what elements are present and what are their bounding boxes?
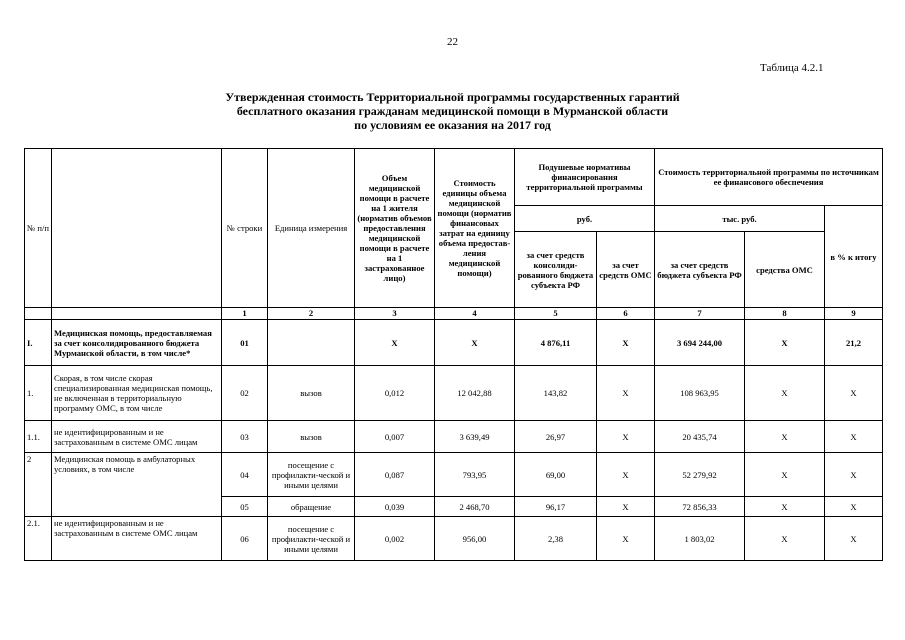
cell-name: не идентифицированным и не застрахованным в системе ОМС лицам <box>52 517 222 561</box>
cell-row: 01 <box>222 320 268 366</box>
cell-budget-thousand-rub: 3 694 244,00 <box>655 320 745 366</box>
column-number <box>52 308 222 320</box>
cell-percent: X <box>825 517 883 561</box>
column-number <box>25 308 52 320</box>
cell-percent: 21,2 <box>825 320 883 366</box>
cell-budget-thousand-rub: 72 856,33 <box>655 497 745 517</box>
cell-volume: 0,002 <box>355 517 435 561</box>
cell-cost: 793,95 <box>435 453 515 497</box>
header-unit: Единица измерения <box>268 149 355 308</box>
cell-unit: посещение с профилакти-ческой и иными целями <box>268 517 355 561</box>
header-name <box>52 149 222 308</box>
column-number: 6 <box>597 308 655 320</box>
header-row-number: № строки <box>222 149 268 308</box>
header-budget-thousand-rub: за счет средств бюджета субъекта РФ <box>655 232 745 308</box>
table-row <box>25 421 883 453</box>
title-line: бесплатного оказания гражданам медицинской помощи в Мурманской области <box>236 104 669 118</box>
table-row <box>25 453 883 497</box>
cell-oms-thousand-rub: X <box>745 453 825 497</box>
title-line: Утвержденная стоимость Территориальной программы государственных гарантий <box>225 90 680 104</box>
cell-unit <box>268 320 355 366</box>
cell-name: Медицинская помощь, предоставляемая за счет консолидированного бюджета Мурманской области, в том числе* <box>52 320 222 366</box>
header-budget-rub: за счет средств консолиди-рованного бюджета субъекта РФ <box>515 232 597 308</box>
cell-oms-thousand-rub: X <box>745 421 825 453</box>
column-number: 7 <box>655 308 745 320</box>
cell-oms-thousand-rub: X <box>745 497 825 517</box>
cell-unit: вызов <box>268 366 355 421</box>
cell-no: I. <box>25 320 52 366</box>
header-rub: руб. <box>515 206 655 232</box>
cell-unit: посещение с профилакти-ческой и иными целями <box>268 453 355 497</box>
cell-budget-rub: 4 876,11 <box>515 320 597 366</box>
header-unit-cost: Стоимость единицы объема медицинской помощи (норматив финансовых затрат на единицу объема предостав-ления медицинской помощи) <box>435 149 515 308</box>
cell-name: Медицинская помощь в амбулаторных условиях, в том числе <box>52 453 222 517</box>
cell-cost: 12 042,88 <box>435 366 515 421</box>
cell-no: 1. <box>25 366 52 421</box>
cell-budget-thousand-rub: 52 279,92 <box>655 453 745 497</box>
table-caption: Таблица 4.2.1 <box>760 62 824 74</box>
cell-budget-thousand-rub: 20 435,74 <box>655 421 745 453</box>
cell-row: 02 <box>222 366 268 421</box>
cell-cost: 956,00 <box>435 517 515 561</box>
cell-budget-thousand-rub: 1 803,02 <box>655 517 745 561</box>
header-oms-rub: за счет средств ОМС <box>597 232 655 308</box>
cell-oms-rub: X <box>597 320 655 366</box>
cell-percent: X <box>825 453 883 497</box>
column-number: 8 <box>745 308 825 320</box>
cell-budget-rub: 26,97 <box>515 421 597 453</box>
title-line: по условиям ее оказания на 2017 год <box>354 118 551 132</box>
cell-percent: X <box>825 366 883 421</box>
column-number: 3 <box>355 308 435 320</box>
document-title <box>150 90 755 132</box>
header-program-cost: Стоимость территориальной программы по источникам ее финансового обеспечения <box>655 149 883 206</box>
cell-budget-rub: 69,00 <box>515 453 597 497</box>
header-volume: Объем медицинской помощи в расчете на 1 жителя (норматив объемов предоставления медицинской помощи в расчете на 1 застрахованное лицо) <box>355 149 435 308</box>
cell-volume: X <box>355 320 435 366</box>
cell-oms-thousand-rub: X <box>745 320 825 366</box>
cell-unit: обращение <box>268 497 355 517</box>
header-percent: в % к итогу <box>825 206 883 308</box>
cell-cost: 2 468,70 <box>435 497 515 517</box>
cell-row: 06 <box>222 517 268 561</box>
page-number: 22 <box>447 36 458 48</box>
cell-oms-rub: X <box>597 517 655 561</box>
cell-budget-rub: 143,82 <box>515 366 597 421</box>
cell-oms-rub: X <box>597 421 655 453</box>
column-number: 2 <box>268 308 355 320</box>
cell-percent: X <box>825 497 883 517</box>
cell-oms-rub: X <box>597 497 655 517</box>
cell-oms-rub: X <box>597 366 655 421</box>
cell-name: не идентифицированным и не застрахованным в системе ОМС лицам <box>52 421 222 453</box>
column-number: 4 <box>435 308 515 320</box>
cell-row: 04 <box>222 453 268 497</box>
cell-cost: X <box>435 320 515 366</box>
cell-name: Скорая, в том числе скорая специализированная медицинская помощь, не включенная в территориальную программу ОМС, в том числе <box>52 366 222 421</box>
cell-row: 03 <box>222 421 268 453</box>
column-number: 1 <box>222 308 268 320</box>
cell-volume: 0,012 <box>355 366 435 421</box>
table-row <box>25 366 883 421</box>
cell-budget-thousand-rub: 108 963,95 <box>655 366 745 421</box>
cell-no: 1.1. <box>25 421 52 453</box>
cell-row: 05 <box>222 497 268 517</box>
cell-budget-rub: 2,38 <box>515 517 597 561</box>
table-row <box>25 320 883 366</box>
cell-volume: 0,039 <box>355 497 435 517</box>
cell-no: 2 <box>25 453 52 517</box>
cell-budget-rub: 96,17 <box>515 497 597 517</box>
cell-no: 2.1. <box>25 517 52 561</box>
column-number: 9 <box>825 308 883 320</box>
cell-unit: вызов <box>268 421 355 453</box>
header-thousand-rub: тыс. руб. <box>655 206 825 232</box>
header-oms-thousand-rub: средства ОМС <box>745 232 825 308</box>
cell-volume: 0,087 <box>355 453 435 497</box>
cell-oms-rub: X <box>597 453 655 497</box>
cell-oms-thousand-rub: X <box>745 366 825 421</box>
cell-percent: X <box>825 421 883 453</box>
cell-oms-thousand-rub: X <box>745 517 825 561</box>
table-row <box>25 517 883 561</box>
cost-table <box>24 148 883 561</box>
header-row-no: № п/п <box>25 149 52 308</box>
cell-volume: 0,007 <box>355 421 435 453</box>
column-number: 5 <box>515 308 597 320</box>
header-per-capita: Подушевые нормативы финансирования территориальной программы <box>515 149 655 206</box>
cell-cost: 3 639,49 <box>435 421 515 453</box>
